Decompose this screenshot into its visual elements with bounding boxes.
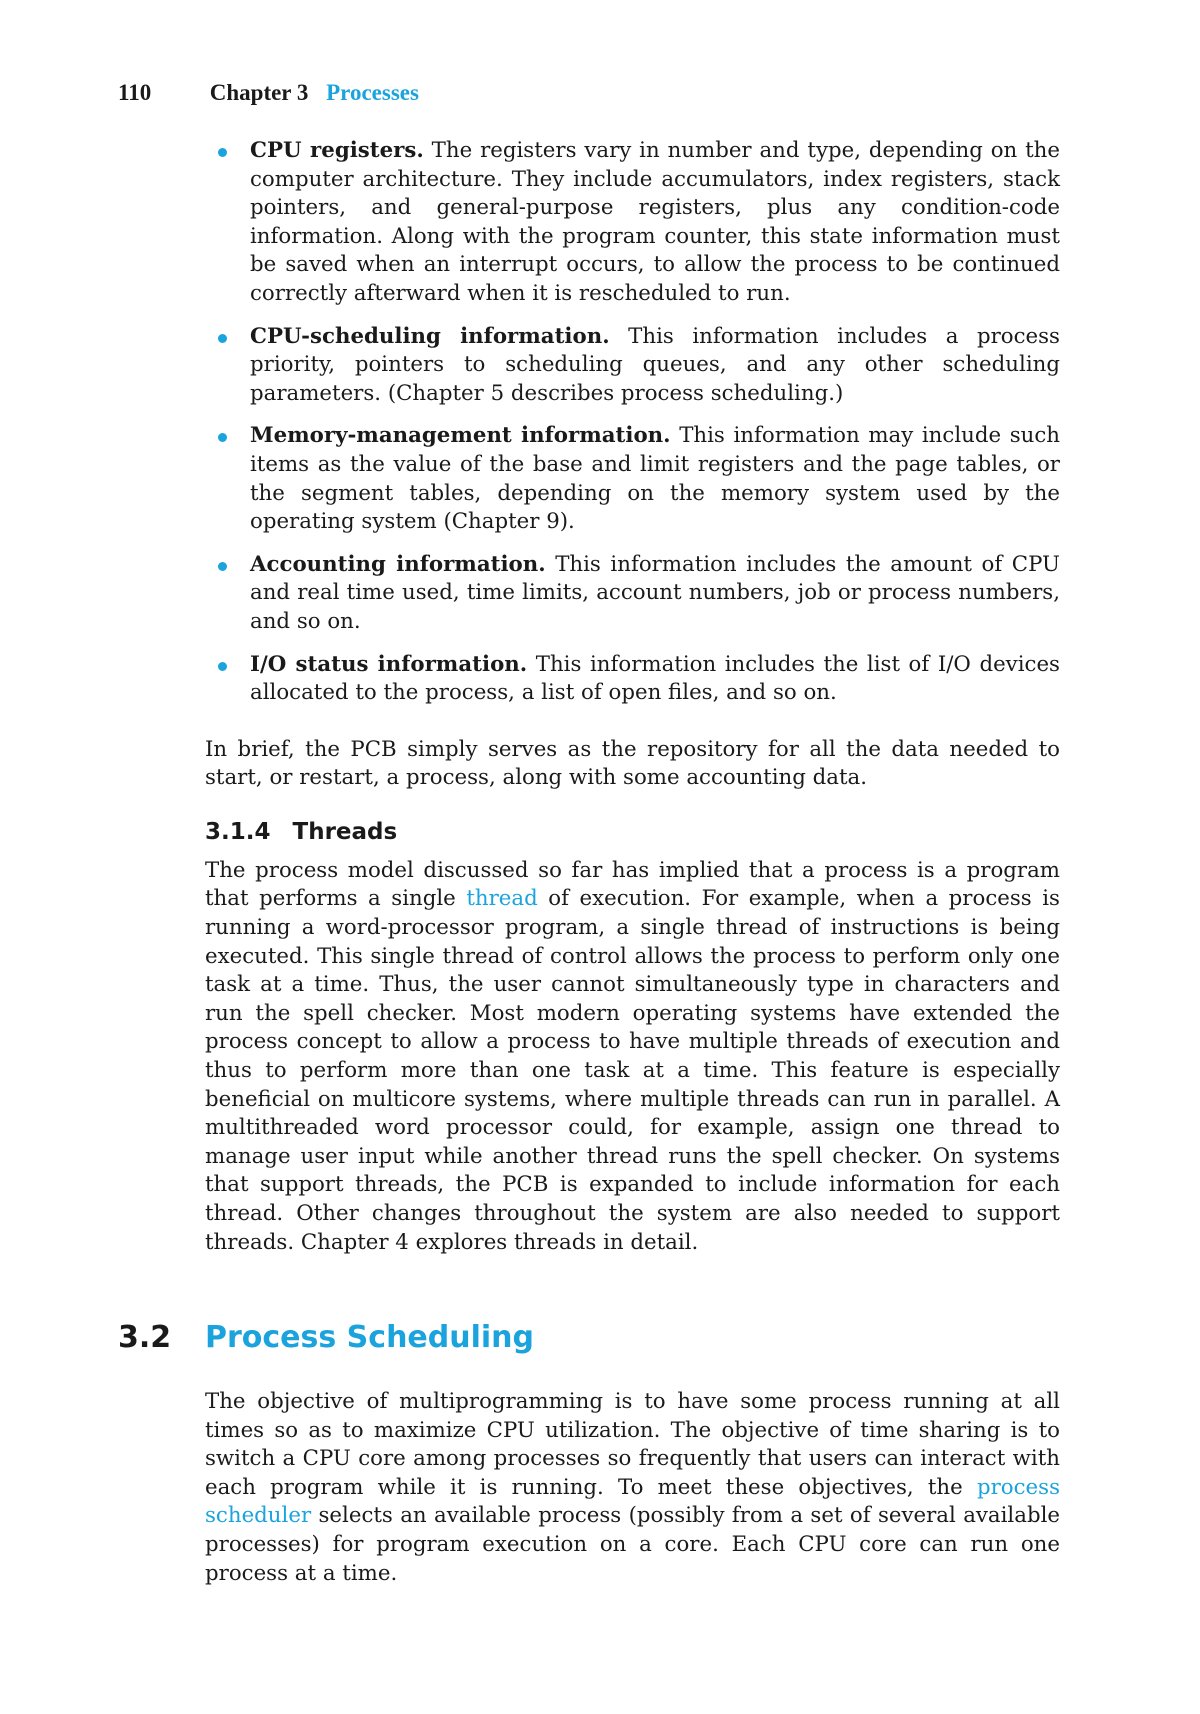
chapter-title: Processes bbox=[326, 80, 419, 105]
bullet-term: CPU registers. bbox=[250, 138, 424, 163]
process-scheduler-keyword-link[interactable]: process scheduler bbox=[205, 1474, 1060, 1529]
bullet-icon bbox=[218, 562, 227, 571]
bullet-icon bbox=[218, 662, 227, 671]
list-item bbox=[205, 651, 1060, 708]
threads-text-after: of execution. For example, when a process is running a word-processor program, a single thread of instructions is being executed. This single thread of control allows the process to perform only one task at a time. Thus, the user cannot simultaneously type in characters and run the spell checker. Most modern operating systems have extended the process concept to allow a process to have multiple threads of execution and thus to perform more than one task at a time. This feature is especially beneficial on multicore systems, where multiple threads can run in parallel. A multithreaded word processor could, for example, assign one thread to manage user input while another thread runs the spell checker. On systems that support threads, the PCB is expanded to include information for each thread. Other changes throughout the system are also needed to support threads. Chapter 4 explores threads in detail. bbox=[205, 886, 1060, 1255]
list-item bbox=[205, 137, 1060, 309]
threads-heading bbox=[205, 817, 1060, 847]
bullet-term: Accounting information. bbox=[250, 551, 546, 577]
threads-paragraph bbox=[205, 857, 1060, 1257]
scheduling-text-after: selects an available process (possibly from a set of several available processes) for program execution on a core. Each CPU core can run one process at a time. bbox=[205, 1503, 1060, 1586]
section-title: Process Scheduling bbox=[205, 1320, 535, 1355]
section-number: 3.2 bbox=[118, 1320, 172, 1355]
scheduling-text-before: The objective of multiprogramming is to have some process running at all times so as to maximize CPU utilization. The objective of time sharing is to switch a CPU core among processes so frequently that users can interact with each program while it is running. To meet these objectives, the bbox=[205, 1389, 1060, 1500]
bullet-term: Memory-management information. bbox=[250, 423, 671, 449]
section-heading bbox=[118, 1320, 534, 1356]
threads-text-before: The process model discussed so far has implied that a process is a program that performs a single bbox=[205, 857, 1060, 912]
bullet-text: This information includes the list of I/O devices allocated to the process, a list of open files, and so on. bbox=[250, 651, 1060, 706]
bullet-text: This information includes a process priority, pointers to scheduling queues, and any other scheduling parameters. (Chapter 5 describes process scheduling.) bbox=[250, 323, 1060, 406]
thread-keyword-link[interactable]: thread bbox=[466, 886, 538, 912]
list-item bbox=[205, 323, 1060, 409]
list-item bbox=[205, 422, 1060, 536]
page-number: 110 bbox=[118, 80, 152, 105]
bullet-icon bbox=[218, 433, 227, 442]
scheduling-content bbox=[205, 1388, 1060, 1588]
bullet-term: I/O status information. bbox=[250, 651, 528, 677]
bullet-term: CPU-scheduling information. bbox=[250, 323, 610, 349]
threads-section-title: Threads bbox=[292, 818, 398, 845]
bullet-icon bbox=[218, 334, 227, 343]
pcb-fields-list bbox=[205, 137, 1060, 708]
bullet-text: This information may include such items as the value of the base and limit registers and the page tables, or the segment tables, depending on the memory system used by the operating system (Chapter 9). bbox=[250, 423, 1060, 535]
threads-section-number: 3.1.4 bbox=[205, 818, 271, 845]
scheduling-paragraph bbox=[205, 1388, 1060, 1588]
brief-paragraph: In brief, the PCB simply serves as the repository for all the data needed to start, or restart, a process, along with some accounting data. bbox=[205, 736, 1060, 791]
list-item bbox=[205, 551, 1060, 637]
bullet-text: This information includes the amount of CPU and real time used, time limits, account numbers, job or process numbers, and so on. bbox=[250, 551, 1060, 634]
chapter-label: Chapter 3 bbox=[209, 80, 309, 105]
bullet-text: The registers vary in number and type, depending on the computer architecture. They include accumulators, index registers, stack pointers, and general-purpose registers, plus any condition-code information. Along with the program counter, this state information must be saved when an interrupt occurs, to allow the process to be continued correctly afterward when it is rescheduled to run. bbox=[250, 138, 1060, 306]
running-header bbox=[118, 80, 419, 106]
main-content bbox=[205, 137, 1060, 1257]
bullet-icon bbox=[218, 148, 227, 157]
